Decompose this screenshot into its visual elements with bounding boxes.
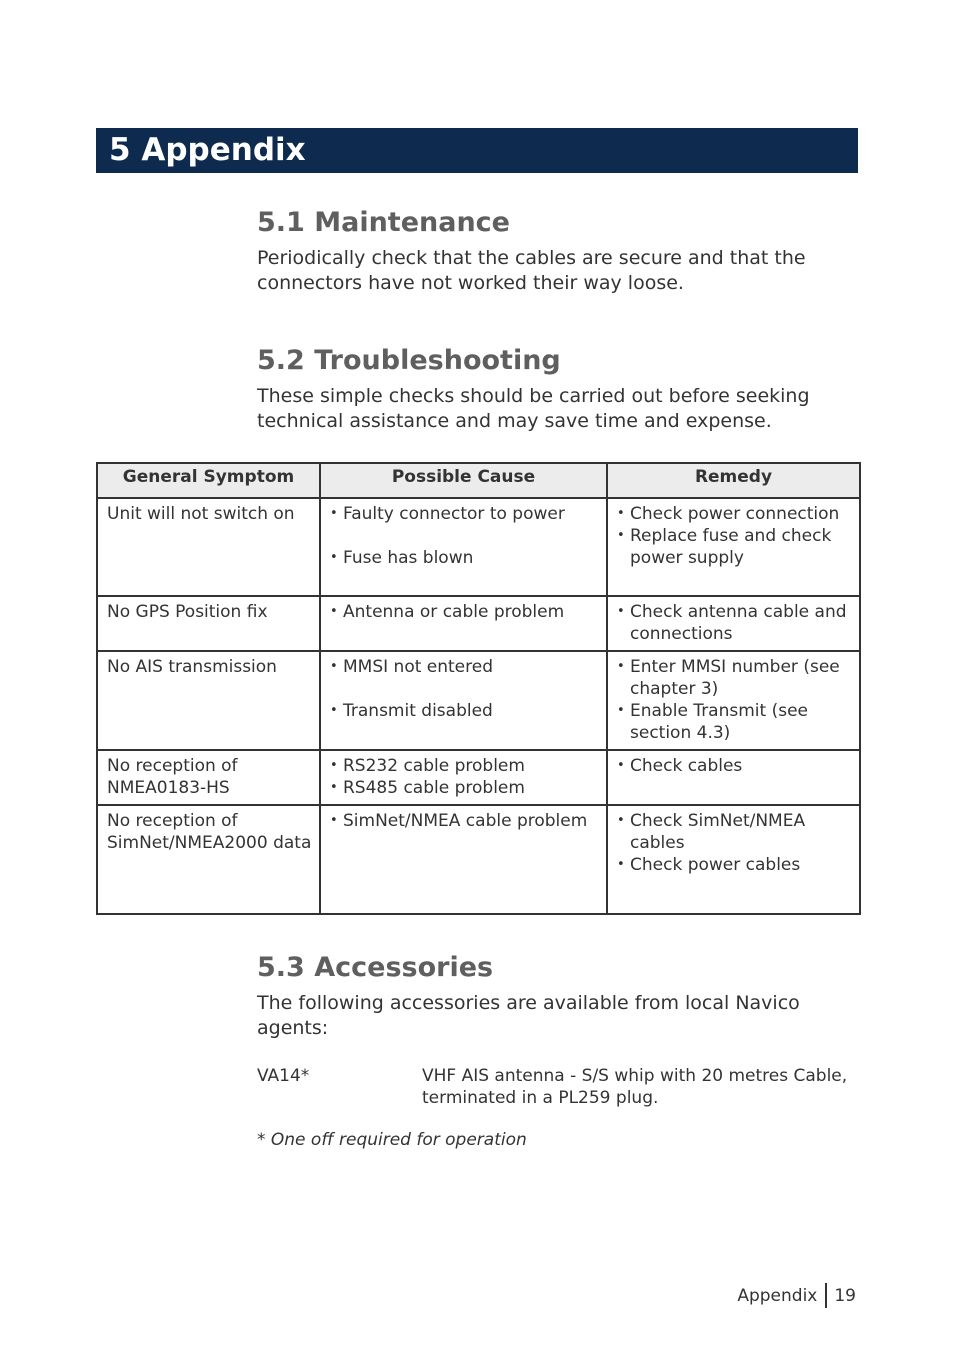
accessory-code: VA14* [257,1066,310,1086]
remedy-cell [607,750,860,805]
remedy-item: • Enter MMSI number (see chapter 3) [616,656,855,700]
footnote-text: One off required for operation [270,1130,527,1150]
chapter-header-bar [96,128,858,173]
header-remedy: Remedy [607,463,860,498]
cause-list [329,503,602,569]
remedy-cell [607,596,860,651]
remedy-cell [607,805,860,914]
section-title-maintenance: 5.1 Maintenance [257,207,510,238]
remedy-list [616,601,855,645]
symptom-cell: No GPS Position fix [97,596,320,651]
section-title-accessories: 5.3 Accessories [257,952,494,983]
table-row [97,596,860,651]
cause-item: • Fuse has blown [329,547,602,569]
footer-divider [825,1283,827,1308]
troubleshooting-text: These simple checks should be carried out before seeking technical assistance and may save time and expense. [257,385,810,432]
cause-item: • SimNet/NMEA cable problem [329,810,602,832]
remedy-item: • Replace fuse and check power supply [616,525,855,569]
header-general-symptom: General Symptom [97,463,320,498]
cause-cell [320,596,607,651]
footnote-mark: * [257,1130,266,1150]
troubleshooting-table [96,462,861,915]
remedy-list [616,755,855,777]
cause-list [329,656,602,722]
section-title-troubleshooting: 5.2 Troubleshooting [257,345,561,376]
remedy-list [616,810,855,876]
page-footer [737,1283,856,1308]
remedy-item: • Enable Transmit (see section 4.3) [616,700,855,744]
symptom-cell: No reception of SimNet/NMEA2000 data [97,805,320,914]
footer-section-name: Appendix [737,1285,818,1306]
table-header-row [97,463,860,498]
cause-list [329,810,602,832]
page-number: 19 [834,1285,856,1306]
remedy-cell [607,651,860,750]
cause-item: • Antenna or cable problem [329,601,602,623]
remedy-item: • Check SimNet/NMEA cables [616,810,855,854]
cause-cell [320,750,607,805]
chapter-title: 5 Appendix [109,132,306,168]
symptom-cell: Unit will not switch on [97,498,320,596]
cause-item: • RS232 cable problem [329,755,602,777]
accessories-text: The following accessories are available from local Navico agents: [257,992,800,1039]
cause-item: • MMSI not entered [329,656,602,678]
accessory-description: VHF AIS antenna - S/S whip with 20 metres Cable, terminated in a PL259 plug. [422,1066,848,1108]
table-row [97,805,860,914]
remedy-cell [607,498,860,596]
footnote [257,1129,527,1151]
cause-item: • Faulty connector to power [329,503,602,525]
table-row [97,651,860,750]
remedy-item: • Check power connection [616,503,855,525]
cause-item: • Transmit disabled [329,700,602,722]
remedy-item: • Check cables [616,755,855,777]
symptom-cell: No reception of NMEA0183-HS [97,750,320,805]
symptom-cell: No AIS transmission [97,651,320,750]
remedy-item: • Check antenna cable and connections [616,601,855,645]
cause-list [329,755,602,799]
cause-cell [320,651,607,750]
remedy-list [616,503,855,569]
cause-cell [320,498,607,596]
header-possible-cause: Possible Cause [320,463,607,498]
maintenance-text: Periodically check that the cables are secure and that the connectors have not worked their way loose. [257,247,806,294]
table-row [97,498,860,596]
remedy-list [616,656,855,744]
cause-list [329,601,602,623]
remedy-item: • Check power cables [616,854,855,876]
cause-cell [320,805,607,914]
table-row [97,750,860,805]
cause-item: • RS485 cable problem [329,777,602,799]
